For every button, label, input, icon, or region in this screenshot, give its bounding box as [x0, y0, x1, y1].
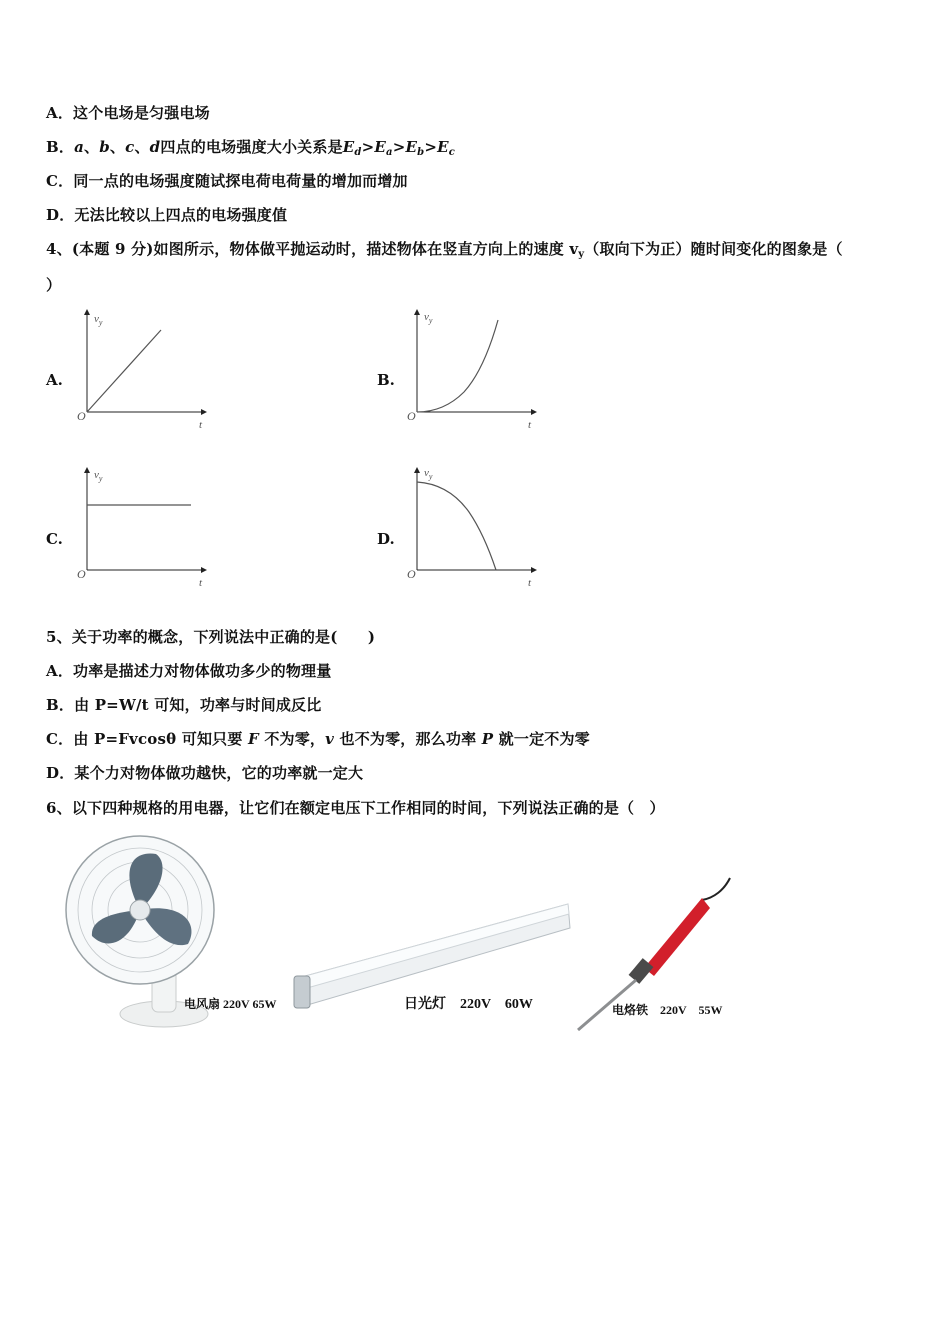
option-b-mid: 四点的电场强度大小关系是 [160, 138, 343, 156]
fan-caption: 电风扇 220V 65W [184, 997, 277, 1011]
sub-d: d [354, 147, 362, 158]
q3-option-a: A．这个电场是匀强电场 [46, 104, 210, 122]
point-c: c [125, 138, 135, 156]
q4-stem-text: 4、(本题 9 分)如图所示，物体做平抛运动时，描述物体在竖直方向上的速度 v [46, 240, 579, 258]
q4-stem-close: ） [46, 276, 62, 294]
velocity-line [87, 330, 161, 412]
p-symbol: P [481, 730, 494, 748]
x-axis-label: t [199, 577, 203, 589]
x-axis-label: t [528, 419, 532, 431]
q3-option-c: C．同一点的电场强度随试探电荷电荷量的增加而增加 [46, 172, 408, 190]
velocity-curve [417, 320, 498, 412]
option-c-end: 就一定不为零 [498, 730, 590, 748]
q3-option-b [46, 136, 455, 158]
graph-a-label: A. [46, 371, 63, 389]
e-symbol: E [342, 138, 355, 156]
q5-option-a: A．功率是描述力对物体做功多少的物理量 [46, 662, 332, 680]
q4-stem-sub: y [578, 249, 585, 260]
graph-a [74, 304, 214, 434]
q5-option-d: D．某个力对物体做功越快，它的功率就一定大 [46, 764, 364, 782]
graph-d-label: D. [377, 530, 395, 548]
graph-c [74, 462, 214, 592]
sep: 、 [84, 138, 100, 156]
origin-label: O [77, 567, 86, 581]
iron-caption: 电烙铁 220V 55W [612, 1003, 723, 1017]
q6-stem: 6、以下四种规格的用电器，让它们在额定电压下工作相同的时间，下列说法正确的是（ ） [46, 799, 665, 817]
sep: 、 [134, 138, 150, 156]
sep: 、 [109, 138, 126, 156]
f-symbol: F [248, 730, 259, 748]
q5-stem: 5、关于功率的概念，下列说法中正确的是( ) [46, 628, 376, 646]
gt: > [424, 138, 438, 156]
sub-a: a [386, 147, 393, 158]
gt: > [361, 138, 375, 156]
sub-c: c [448, 147, 456, 158]
q5-option-b: B．由 P=W/t 可知，功率与时间成反比 [46, 696, 322, 714]
graph-c-label: C. [46, 530, 63, 548]
option-b-prefix: B． [46, 138, 75, 156]
point-a: a [74, 138, 85, 156]
v-symbol: v [325, 730, 335, 748]
q5-option-c [46, 728, 590, 749]
x-axis-label: t [199, 419, 203, 431]
origin-label: O [407, 409, 416, 423]
y-axis-label: $v_y$ [94, 313, 103, 327]
origin-label: O [77, 409, 86, 423]
graph-b-label: B. [377, 371, 395, 389]
q4-stem-end: （取向下为正）随时间变化的图象是（ [584, 240, 843, 258]
x-axis-label: t [528, 577, 532, 589]
point-b: b [99, 138, 110, 156]
point-d: d [149, 138, 161, 156]
graph-d [404, 462, 544, 592]
e-symbol: E [405, 138, 418, 156]
e-symbol: E [437, 138, 449, 156]
gt: > [392, 138, 406, 156]
y-axis-label: $v_y$ [94, 469, 103, 483]
y-axis-label: $v_y$ [424, 467, 433, 481]
option-c-pre: C．由 P=Fvcosθ 可知只要 [46, 730, 243, 748]
graph-b [404, 304, 544, 434]
sub-b: b [417, 147, 425, 158]
e-symbol: E [374, 138, 387, 156]
velocity-curve [417, 482, 496, 570]
y-axis-label: $v_y$ [424, 311, 433, 325]
option-c-mid1: 不为零， [264, 730, 326, 748]
q4-stem [46, 238, 843, 260]
option-c-mid2: 也不为零，那么功率 [339, 730, 477, 748]
q3-option-d: D．无法比较以上四点的电场强度值 [46, 206, 288, 224]
origin-label: O [407, 567, 416, 581]
lamp-caption: 日光灯 220V 60W [404, 997, 533, 1012]
